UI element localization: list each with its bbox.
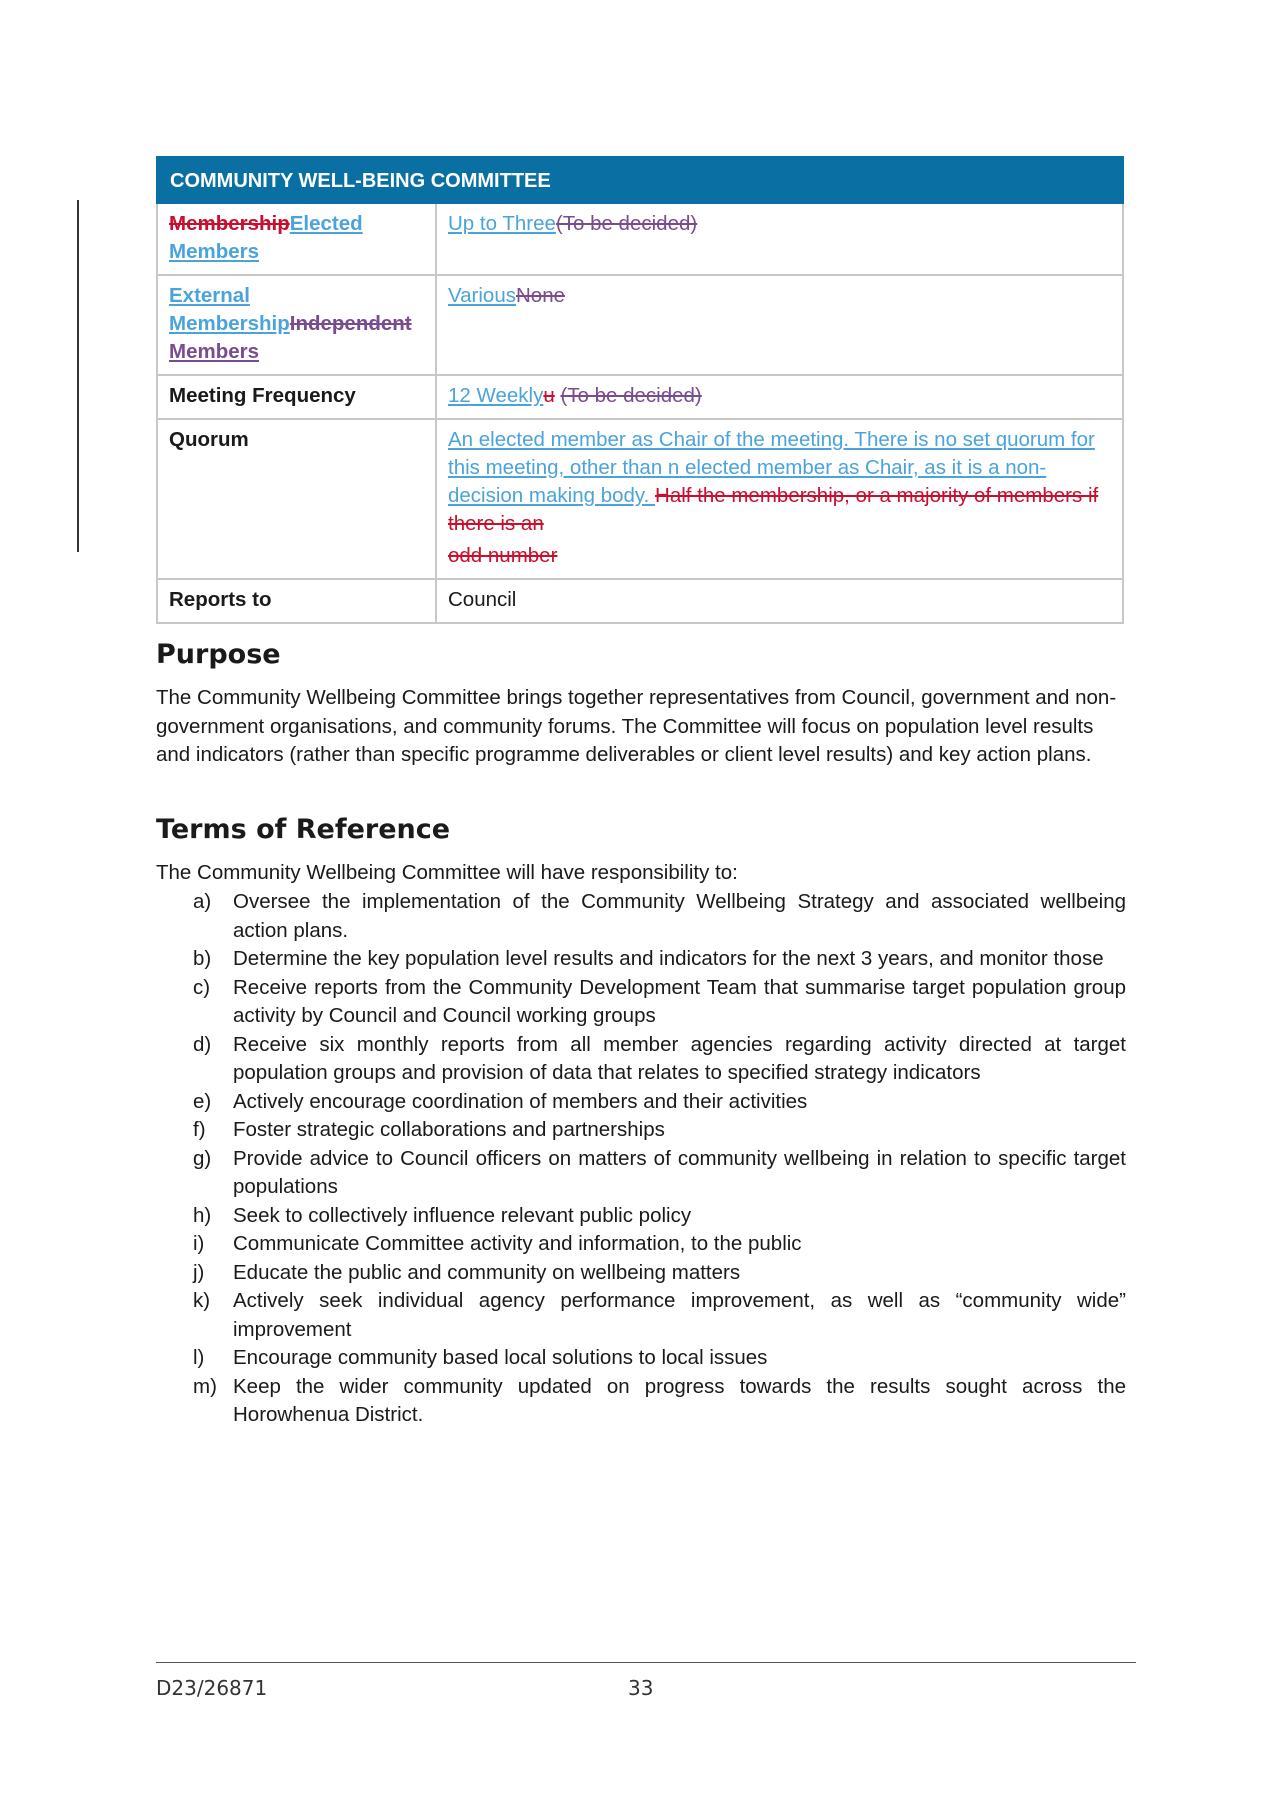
list-item-text: Foster strategic collaborations and partnerships (233, 1118, 665, 1141)
list-marker: j) (193, 1260, 205, 1284)
committee-table-row (157, 275, 1123, 375)
list-item-text: Provide advice to Council officers on matters of community wellbeing in relation to specific target populations (233, 1146, 1126, 1198)
terms-list-item (156, 945, 1126, 974)
list-item-text: Seek to collectively influence relevant public policy (233, 1203, 692, 1227)
committee-table (156, 156, 1124, 624)
list-item-text: Communicate Committee activity and information, to the public (233, 1232, 802, 1255)
inserted-text: Members (169, 340, 260, 363)
list-marker: f) (193, 1118, 206, 1141)
revision-change-bar (77, 200, 79, 552)
terms-list-item (156, 1373, 1126, 1430)
purpose-heading: Purpose (156, 639, 281, 670)
footer-divider (156, 1662, 1136, 1663)
inserted-text: Various (448, 284, 516, 307)
list-marker: k) (193, 1289, 211, 1312)
list-item-text: Oversee the implementation of the Community Wellbeing Strategy and associated wellbeing action plans. (233, 890, 1126, 942)
deleted-text: Membership (169, 212, 290, 235)
list-marker: h) (193, 1203, 212, 1227)
list-item-text: Keep the wider community updated on progress towards the results sought across the Horowhenua District. (233, 1374, 1126, 1426)
list-item-text: Receive six monthly reports from all member agencies regarding activity directed at target population groups and provision of data that relates to specified strategy indicators (233, 1032, 1126, 1084)
list-item-text: Encourage community based local solutions to local issues (233, 1346, 768, 1369)
terms-list-item (156, 974, 1126, 1031)
cell-text: Meeting Frequency (169, 384, 356, 407)
inserted-text: Elected Members (169, 212, 363, 263)
terms-list-item (156, 1344, 1126, 1373)
line-gap (448, 538, 1112, 542)
list-item-text: Receive reports from the Community Development Team that summarise target population group activity by Council and Council working groups (233, 975, 1126, 1027)
terms-list-item (156, 888, 1126, 945)
deleted-text: u (543, 384, 555, 407)
deleted-text: Half the membership, or a majority of members if there is an (448, 484, 1099, 535)
list-marker: e) (193, 1089, 212, 1113)
terms-list-item (156, 1202, 1126, 1231)
cell-text: Council (448, 588, 517, 611)
row-label (157, 579, 436, 623)
deleted-text: None (516, 284, 566, 307)
terms-list-item (156, 1230, 1126, 1259)
terms-list (156, 888, 1126, 1430)
deleted-text: odd number (448, 544, 558, 567)
list-marker: a) (193, 890, 212, 913)
committee-table-row (157, 375, 1123, 419)
footer-page-number: 33 (628, 1676, 654, 1700)
row-value (436, 275, 1123, 375)
terms-list-item (156, 1031, 1126, 1088)
committee-table-header-row (157, 157, 1123, 203)
committee-table-row (157, 579, 1123, 623)
row-label (157, 419, 436, 579)
list-item-text: Educate the public and community on wellbeing matters (233, 1260, 741, 1284)
inserted-text: External Membership (169, 284, 290, 335)
committee-table-row (157, 203, 1123, 275)
list-marker: i) (193, 1232, 205, 1255)
row-value (436, 375, 1123, 419)
row-label (157, 375, 436, 419)
list-item-text: Actively encourage coordination of members and their activities (233, 1089, 808, 1113)
terms-list-item (156, 1088, 1126, 1117)
row-label (157, 275, 436, 375)
row-value (436, 203, 1123, 275)
terms-list-item (156, 1145, 1126, 1202)
list-marker: l) (193, 1346, 205, 1369)
inserted-text: An elected member as Chair of the meeting. There is no set quorum for this meeting, other than n elected member as Chair, as it is a non-decision making body. (448, 428, 1095, 507)
list-item-text: Determine the key population level results and indicators for the next 3 years, and monitor those (233, 947, 1104, 970)
committee-table-row (157, 419, 1123, 579)
list-marker: b) (193, 947, 212, 970)
row-label (157, 203, 436, 275)
deleted-text: Independent (289, 312, 412, 335)
terms-list-item (156, 1259, 1126, 1288)
committee-table-header: COMMUNITY WELL-BEING COMMITTEE (157, 157, 1123, 203)
terms-heading: Terms of Reference (156, 814, 451, 845)
deleted-text: (To be decided) (560, 384, 702, 407)
row-value (436, 419, 1123, 579)
deleted-text: (To be decided) (555, 212, 698, 235)
list-marker: c) (193, 975, 211, 999)
list-marker: g) (193, 1146, 212, 1170)
terms-list-item (156, 1287, 1126, 1344)
terms-intro: The Community Wellbeing Committee will have responsibility to: (156, 861, 738, 884)
cell-text: Quorum (169, 428, 249, 451)
terms-list-item (156, 1116, 1126, 1145)
list-item-text: Actively seek individual agency performance improvement, as well as “community wide” improvement (233, 1289, 1126, 1341)
purpose-text: The Community Wellbeing Committee brings together representatives from Council, government and non-government organisations, and community forums. The Committee will focus on population level results and indicators (rather than specific programme deliverables or client level results) and key action plans. (156, 686, 1117, 766)
row-value (436, 579, 1123, 623)
footer-doc-ref: D23/26871 (156, 1676, 268, 1700)
list-marker: d) (193, 1032, 212, 1056)
inserted-text: 12 Weekly (448, 384, 544, 407)
inserted-text: Up to Three (448, 212, 556, 235)
list-marker: m) (193, 1374, 217, 1398)
cell-text: Reports to (169, 588, 272, 611)
